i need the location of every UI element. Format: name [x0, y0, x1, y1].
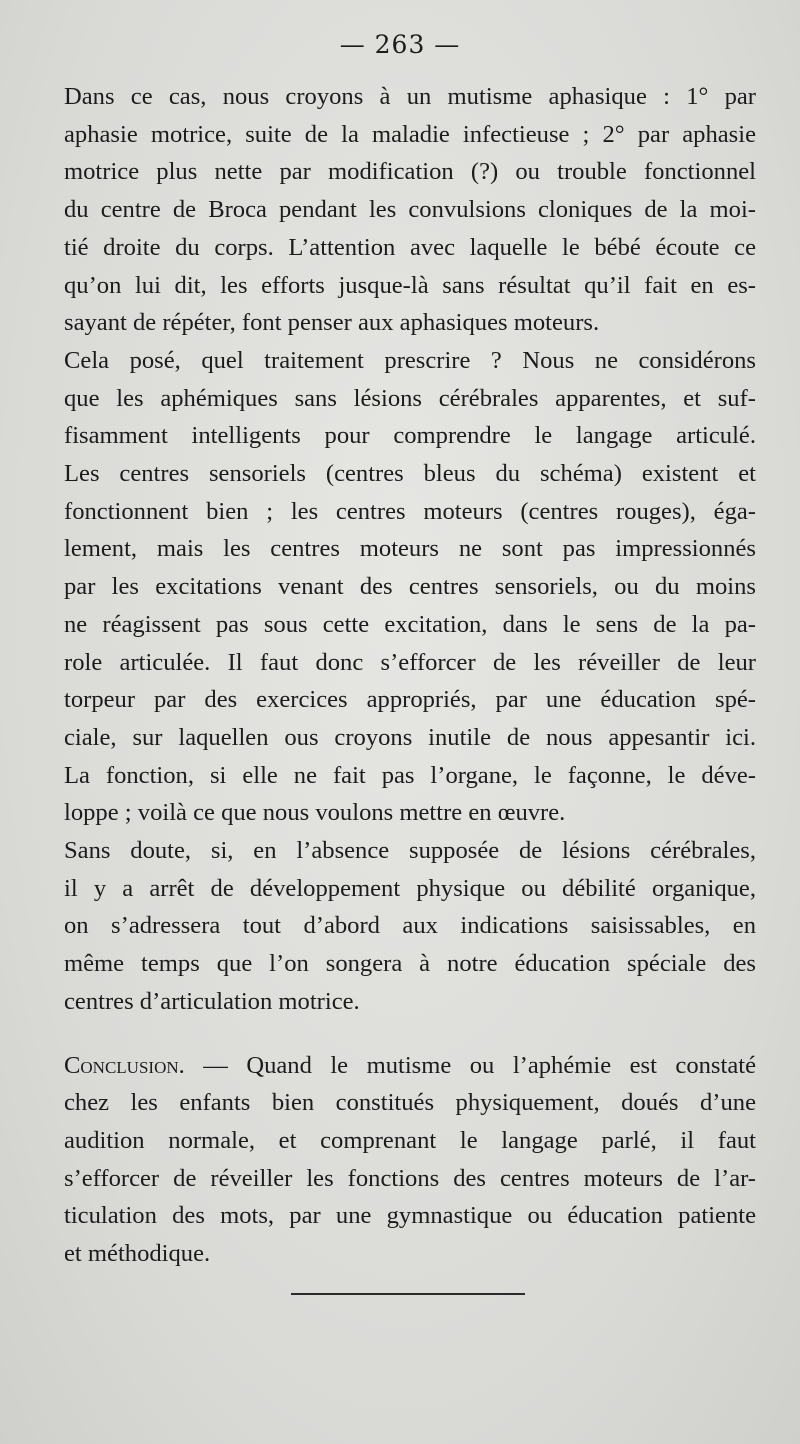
page-number: — 263 — — [339, 30, 461, 59]
text-line: que les aphémiques sans lésions cérébrales apparentes, et suf- — [64, 384, 756, 412]
text-line: role articulée. Il faut donc s’efforcer de les réveiller de leur — [64, 648, 756, 676]
paragraph-3 — [38, 832, 756, 1021]
paragraph-gap — [38, 1021, 756, 1047]
text-line: et méthodique. — [64, 1240, 211, 1268]
text-line: on s’adressera tout d’abord aux indications saisissables, en — [64, 912, 756, 940]
text-line: Les centres sensoriels (centres bleus du schéma) existent et — [64, 460, 756, 488]
text-line: Dans ce cas, nous croyons à un mutisme aphasique : 1° par — [64, 83, 756, 110]
text-line: chez les enfants bien constitués physiquement, doués d’une — [64, 1089, 756, 1117]
text-line: fonctionnent bien ; les centres moteurs (centres rouges), éga- — [64, 497, 756, 525]
text-line: audition normale, et comprenant le langage parlé, il faut — [64, 1126, 756, 1154]
text-line: même temps que l’on songera à notre éducation spéciale des — [64, 950, 756, 978]
text-line: Sans doute, si, en l’absence supposée de lésions cérébrales, — [64, 837, 756, 865]
end-rule — [291, 1293, 525, 1295]
text-line: La fonction, si elle ne fait pas l’organe, le façonne, le déve- — [64, 761, 756, 789]
text-line: ne réagissent pas sous cette excitation, dans le sens de la pa- — [64, 610, 756, 638]
text-line — [38, 1047, 756, 1085]
text-line: Cela posé, quel traitement prescrire ? Nous ne considérons — [64, 346, 756, 374]
text-line: lement, mais les centres moteurs ne sont pas impressionnés — [64, 535, 756, 563]
conclusion-label: Conclusion. — [64, 1051, 185, 1079]
text-line: qu’on lui dit, les efforts jusque-là sans résultat qu’il fait en es- — [64, 271, 756, 299]
text-line: du centre de Broca pendant les convulsions cloniques de la moi- — [64, 196, 756, 224]
text-line: fisamment intelligents pour comprendre le langage articulé. — [64, 422, 756, 450]
paragraph-1 — [38, 78, 756, 342]
text-line: aphasie motrice, suite de la maladie infectieuse ; 2° par aphasie — [64, 120, 756, 148]
paragraph-2 — [38, 342, 756, 832]
text-line: s’efforcer de réveiller les fonctions des centres moteurs de l’ar- — [64, 1164, 756, 1192]
text-line: torpeur par des exercices appropriés, par une éducation spé- — [64, 686, 756, 714]
text-line: sayant de répéter, font penser aux aphasiques moteurs. — [64, 309, 600, 337]
text-line: ticulation des mots, par une gymnastique ou éducation patiente — [64, 1202, 756, 1230]
body-text — [38, 78, 756, 1273]
conclusion-paragraph — [38, 1047, 756, 1273]
text-line: il y a arrêt de développement physique ou débilité organique, — [64, 874, 756, 902]
text-line: tié droite du corps. L’attention avec laquelle le bébé écoute ce — [64, 233, 756, 261]
text-line: ciale, sur laquellen ous croyons inutile de nous appesantir ici. — [64, 723, 756, 751]
text-line: par les excitations venant des centres sensoriels, ou du moins — [64, 573, 756, 601]
text-line: centres d’articulation motrice. — [64, 987, 360, 1015]
conclusion-first-line: — Quand le mutisme ou l’aphémie est constaté — [184, 1051, 756, 1079]
text-line: motrice plus nette par modification (?) ou trouble fonctionnel — [64, 158, 756, 186]
text-line: loppe ; voilà ce que nous voulons mettre en œuvre. — [64, 799, 566, 827]
